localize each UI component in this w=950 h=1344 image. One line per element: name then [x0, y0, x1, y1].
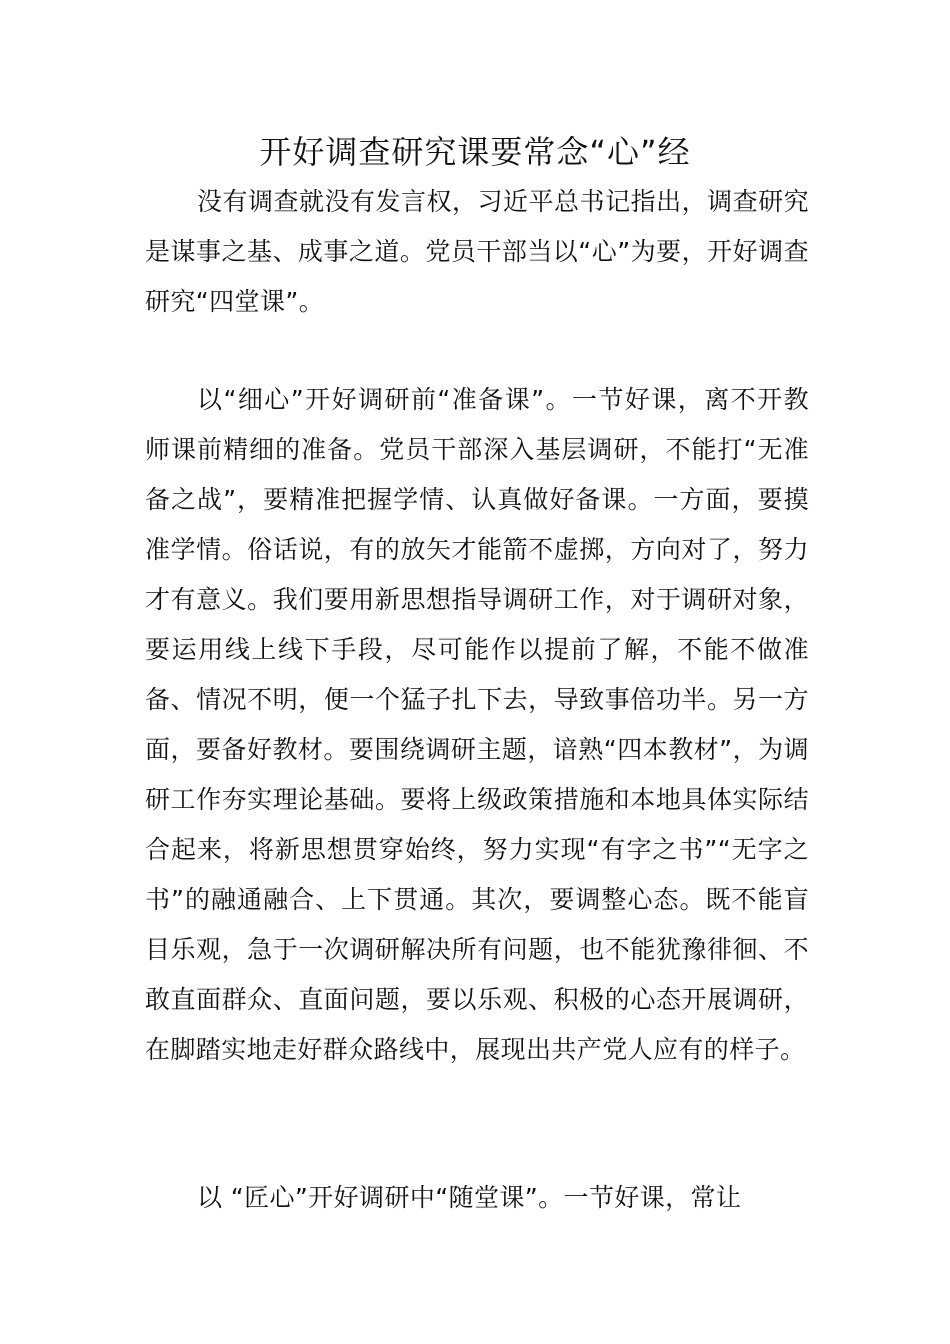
paragraph-in-class: 以 “匠心”开好调研中“随堂课”。一节好课，常让 [197, 1183, 742, 1212]
paragraph-intro: 没有调查就没有发言权，习近平总书记指出，调查研究是谋事之基、成事之道。党员干部当以“心”为要，开好调查研究“四堂课”。 [145, 187, 809, 316]
document-title: 开好调查研究课要常念“心”经 [259, 133, 691, 171]
paragraph-preparation: 以“细心”开好调研前“准备课”。一节好课，离不开教师课前精细的准备。党员干部深入基层调研，不能打“无准备之战”，要精准把握学情、认真做好备课。一方面，要摸准学情。俗话说，有的放矢才能箭不虚掷，方向对了，努力才有意义。我们要用新思想指导调研工作，对于调研对象，要运用线上线下手段，尽可能作以提前了解，不能不做准备、情况不明，便一个猛子扎下去，导致事倍功半。另一方面，要备好教材。要围绕调研主题，谙熟“四本教材”，为调研工作夯实理论基础。要将上级政策措施和本地具体实际结合起来，将新思想贯穿始终，努力实现“有字之书”“无字之书”的融通融合、上下贯通。其次，要调整心态。既不能盲目乐观，急于一次调研解决所有问题，也不能犹豫徘徊、不敢直面群众、直面问题，要以乐观、积极的心态开展调研，在脚踏实地走好群众路线中，展现出共产党人应有的样子。 [145, 385, 809, 1064]
